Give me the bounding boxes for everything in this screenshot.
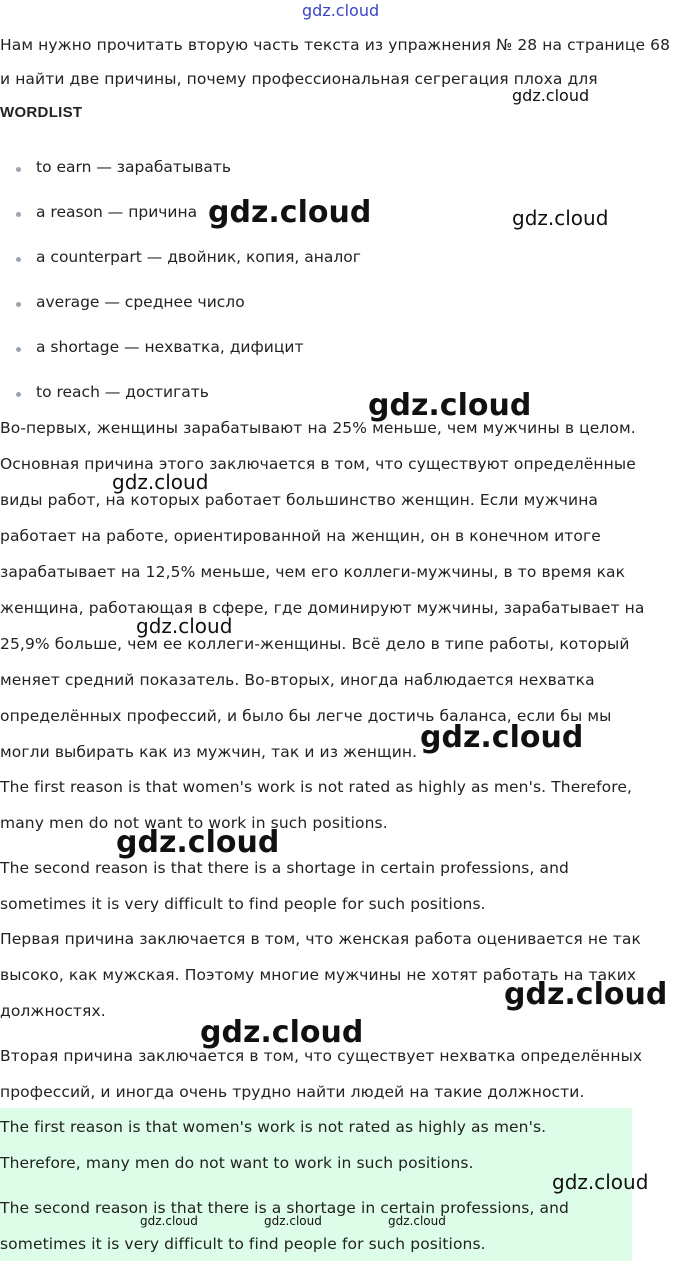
- bullet-icon: [16, 392, 21, 397]
- wordlist-heading: WORDLIST: [0, 104, 83, 121]
- watermark: gdz.cloud: [388, 1214, 446, 1228]
- watermark: gdz.cloud: [208, 195, 372, 230]
- intro-line-1: Нам нужно прочитать вторую часть текста из упражнения № 28 на странице 68: [0, 36, 671, 54]
- answer-line: The first reason is that women's work is not rated as highly as men's. Therefore,: [0, 778, 633, 796]
- watermark: gdz.cloud: [136, 614, 233, 638]
- answer-line: The second reason is that there is a shortage in certain professions, and: [0, 1199, 569, 1217]
- watermark: gdz.cloud: [264, 1214, 322, 1228]
- watermark: gdz.cloud: [140, 1214, 198, 1228]
- paragraph-line: 25,9% больше, чем ее коллеги-женщины. Всё дело в типе работы, который: [0, 635, 630, 653]
- intro-line-2: и найти две причины, почему профессиональная сегрегация плоха для: [0, 70, 598, 88]
- wordlist-item-text: to reach — достигать: [36, 383, 209, 401]
- paragraph-line: меняет средний показатель. Во-вторых, иногда наблюдается нехватка: [0, 671, 595, 689]
- wordlist-item-text: a reason — причина: [36, 203, 198, 221]
- paragraph-line: могли выбирать как из мужчин, так и из женщин.: [0, 743, 418, 761]
- paragraph-line: Во-первых, женщины зарабатывают на 25% меньше, чем мужчины в целом.: [0, 419, 636, 437]
- watermark: gdz.cloud: [302, 1, 380, 20]
- answer-line: высоко, как мужская. Поэтому многие мужчины не хотят работать на таких: [0, 966, 637, 984]
- answer-line: sometimes it is very difficult to find people for such positions.: [0, 1235, 486, 1253]
- answer-line: Вторая причина заключается в том, что существует нехватка определённых: [0, 1047, 643, 1065]
- watermark: gdz.cloud: [420, 720, 584, 755]
- answer-line: The first reason is that women's work is not rated as highly as men's.: [0, 1118, 547, 1136]
- watermark: gdz.cloud: [116, 825, 280, 860]
- watermark: gdz.cloud: [112, 470, 209, 494]
- watermark: gdz.cloud: [504, 977, 668, 1012]
- paragraph-line: виды работ, на которых работает большинство женщин. Если мужчина: [0, 491, 599, 509]
- answer-line: должностях.: [0, 1002, 106, 1020]
- watermark: gdz.cloud: [200, 1015, 364, 1050]
- paragraph-line: зарабатывает на 12,5% меньше, чем его коллеги-мужчины, в то время как: [0, 563, 626, 581]
- paragraph-line: женщина, работающая в сфере, где доминируют мужчины, зарабатывает на: [0, 599, 645, 617]
- answer-line: Первая причина заключается в том, что женская работа оценивается не так: [0, 930, 641, 948]
- wordlist-item-text: average — среднее число: [36, 293, 245, 311]
- bullet-icon: [16, 347, 21, 352]
- wordlist-item-text: a counterpart — двойник, копия, аналог: [36, 248, 361, 266]
- paragraph-line: работает на работе, ориентированной на женщин, он в конечном итоге: [0, 527, 601, 545]
- answer-line: The second reason is that there is a shortage in certain professions, and: [0, 859, 569, 877]
- watermark: gdz.cloud: [368, 388, 532, 423]
- answer-line: Therefore, many men do not want to work in such positions.: [0, 1154, 474, 1172]
- paragraph-line: определённых профессий, и было бы легче достичь баланса, если бы мы: [0, 707, 612, 725]
- wordlist-item-text: to earn — зарабатывать: [36, 158, 231, 176]
- answer-line: sometimes it is very difficult to find people for such positions.: [0, 895, 486, 913]
- bullet-icon: [16, 257, 21, 262]
- paragraph-line: Основная причина этого заключается в том, что существуют определённые: [0, 455, 636, 473]
- answer-line: many men do not want to work in such positions.: [0, 814, 388, 832]
- watermark: gdz.cloud: [552, 1170, 649, 1194]
- bullet-icon: [16, 302, 21, 307]
- bullet-icon: [16, 167, 21, 172]
- bullet-icon: [16, 212, 21, 217]
- watermark: gdz.cloud: [512, 206, 609, 230]
- wordlist-item-text: a shortage — нехватка, дифицит: [36, 338, 304, 356]
- answer-line: профессий, и иногда очень трудно найти людей на такие должности.: [0, 1083, 585, 1101]
- watermark: gdz.cloud: [512, 86, 590, 105]
